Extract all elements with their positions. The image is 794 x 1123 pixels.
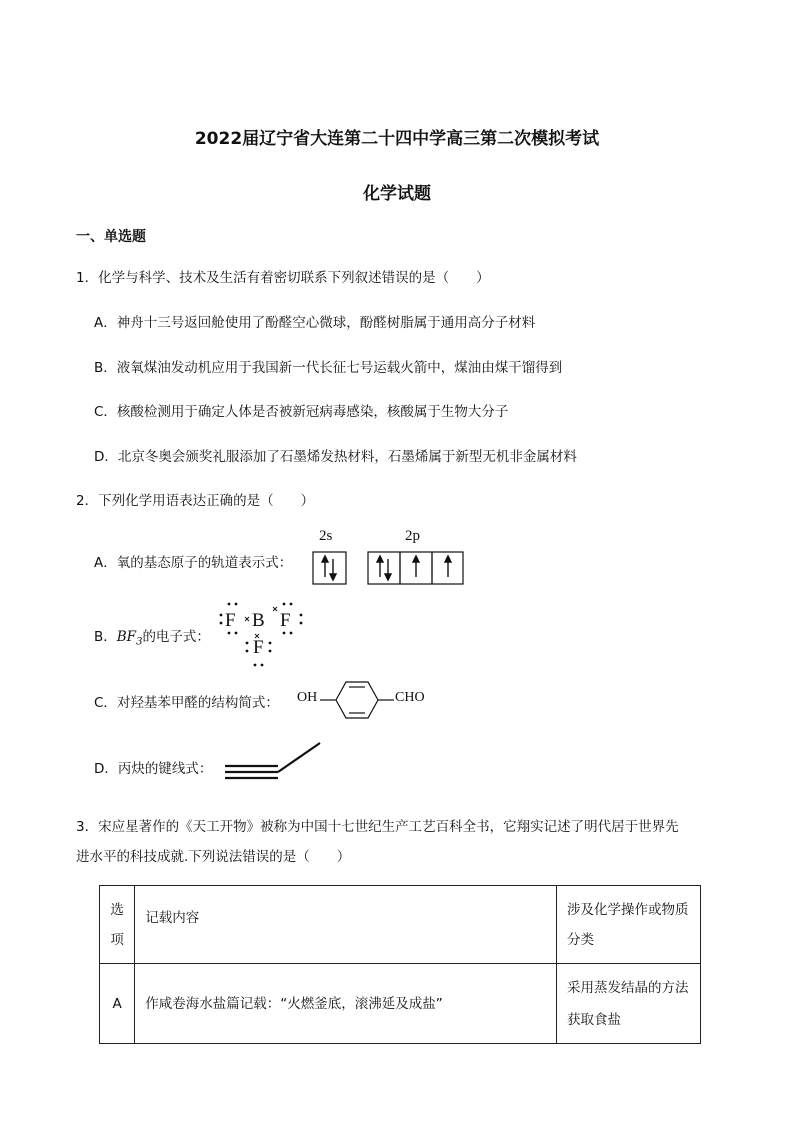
table-header-row: [100, 886, 701, 964]
table-header-cell: [100, 886, 135, 964]
table-header-cell: [135, 886, 557, 964]
document-subtitle: 化学试题: [363, 184, 431, 204]
header-content-label: 记载内容: [145, 910, 200, 926]
lewis-b-center: B: [252, 610, 265, 631]
question-3-table: [99, 885, 701, 1044]
structure-cho-label: CHO: [395, 690, 425, 705]
table-row: [100, 964, 701, 1044]
table-cell: A: [100, 964, 135, 1044]
question-2-option-c: C．对羟基苯甲醛的结构简式：: [94, 695, 279, 711]
table-cell: [557, 964, 701, 1044]
bf3-subscript: 3: [136, 636, 143, 648]
benzene-ring-structure: [318, 678, 398, 722]
question-1-stem: 1．化学与科学、技术及生活有着密切联系下列叙述错误的是（ ）: [76, 270, 490, 286]
header-option-label: 选项: [110, 901, 124, 948]
question-2-option-a: A．氧的基态原子的轨道表示式：: [94, 555, 293, 571]
header-classification-label: 涉及化学操作或物质分类: [567, 901, 689, 948]
question-3-stem-line2: 进水平的科技成就.下列说法错误的是（ ）: [76, 849, 351, 865]
row-a-classification: 采用蒸发结晶的方法获取食盐: [567, 979, 689, 1028]
question-1-option-b: B．液氧煤油发动机应用于我国新一代长征七号运载火箭中，煤油由煤干馏得到: [94, 360, 563, 376]
orbital-box-2s: [313, 552, 346, 584]
table-header-cell: [557, 886, 701, 964]
table-cell: 作咸卷海水盐篇记载：“火燃釜底，滚沸延及成盐”: [135, 964, 557, 1044]
section-heading: 一、单选题: [76, 229, 146, 245]
structure-oh-label: OH: [297, 690, 318, 705]
lewis-f-bottom: F: [253, 637, 264, 658]
question-2-stem: 2．下列化学用语表达正确的是（ ）: [76, 493, 315, 509]
question-2-option-d: D．丙炔的键线式：: [94, 761, 213, 777]
lewis-f-left: F: [225, 610, 236, 631]
question-1-option-a: A．神舟十三号返回舱使用了酚醛空心微球，酚醛树脂属于通用高分子材料: [94, 315, 536, 331]
propyne-bond-line: [222, 740, 326, 780]
lewis-f-right: F: [280, 610, 291, 631]
question-1-option-c: C．核酸检测用于确定人体是否被新冠病毒感染，核酸属于生物大分子: [94, 404, 509, 420]
option-b-prefix: B．: [94, 629, 117, 645]
option-b-suffix: 的电子式：: [142, 629, 210, 645]
orbital-2p-label: 2p: [405, 528, 420, 544]
lewis-electron-dots: [212, 598, 312, 668]
bf3-formula: BF: [116, 629, 137, 645]
orbital-2s-label: 2s: [319, 528, 333, 544]
document-title: 2022届辽宁省大连第二十四中学高三第二次模拟考试: [194, 129, 600, 149]
orbital-box-2p-1: [368, 552, 400, 584]
question-2-option-b: [94, 625, 210, 648]
orbital-diagram: [310, 550, 470, 586]
question-3-stem-line1: 3．宋应星著作的《天工开物》被称为中国十七世纪生产工艺百科全书，它翔实记述了明代居于世界先: [76, 819, 679, 835]
bf3-lewis-structure: [212, 598, 312, 668]
question-1-option-d: D．北京冬奥会颁奖礼服添加了石墨烯发热材料，石墨烯属于新型无机非金属材料: [94, 449, 577, 465]
